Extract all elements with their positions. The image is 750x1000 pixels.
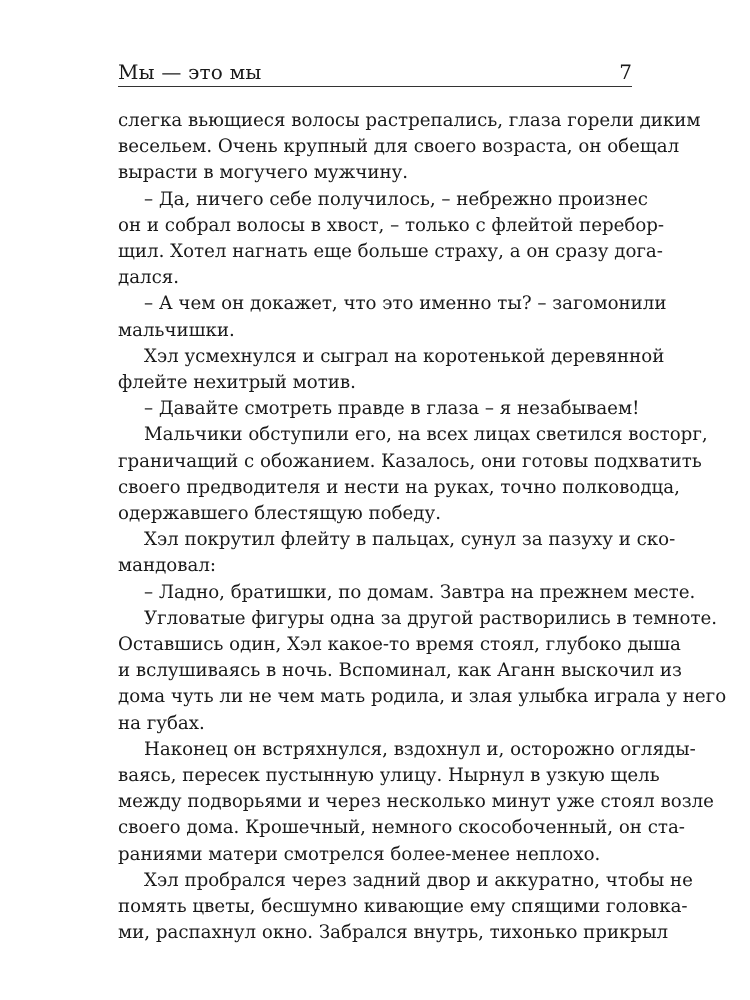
text-line: своего дома. Крошечный, немного скособоченный, он ста-: [118, 817, 685, 839]
text-line: – Да, ничего себе получилось, – небрежно произнес: [144, 188, 648, 210]
text-line: одержавшего блестящую победу.: [118, 503, 441, 525]
text-line: ми, распахнул окно. Забрался внутрь, тихонько прикрыл: [118, 922, 669, 944]
text-line: – А чем он докажет, что это именно ты? – загомонили: [144, 293, 667, 315]
text-line: щил. Хотел нагнать еще больше страху, а он сразу дога-: [118, 241, 663, 263]
text-line: Хэл усмехнулся и сыграл на коротенькой деревянной: [144, 345, 665, 367]
text-line: между подворьями и через несколько минут уже стоял возле: [118, 791, 714, 813]
text-line: мандовал:: [118, 555, 217, 577]
text-line: мальчишки.: [118, 319, 235, 341]
text-line: флейте нехитрый мотив.: [118, 372, 356, 394]
text-line: граничащий с обожанием. Казалось, они готовы подхватить: [118, 450, 702, 472]
body-text: [118, 108, 727, 947]
running-head: Мы — это мы: [118, 60, 262, 84]
text-line: он и собрал волосы в хвост, – только с флейтой перебор-: [118, 214, 665, 236]
text-line: весельем. Очень крупный для своего возраста, он обещал: [118, 136, 680, 158]
text-line: своего предводителя и нести на руках, точно полководца,: [118, 476, 680, 498]
text-line: Наконец он встряхнулся, вздохнул и, осторожно огляды-: [144, 738, 696, 760]
text-line: слегка вьющиеся волосы растрепались, глаза горели диким: [118, 110, 701, 131]
page-header: [118, 58, 632, 87]
text-line: Мальчики обступили его, на всех лицах светился восторг,: [144, 424, 708, 446]
text-line: помять цветы, бесшумно кивающие ему спящими головка-: [118, 896, 688, 918]
text-line: вырасти в могучего мужчину.: [118, 162, 409, 184]
text-line: раниями матери смотрелся более-менее неплохо.: [118, 843, 601, 865]
text-line: Хэл покрутил флейту в пальцах, сунул за пазуху и ско-: [144, 529, 676, 551]
text-line: Хэл пробрался через задний двор и аккуратно, чтобы не: [144, 869, 693, 891]
text-line: Угловатые фигуры одна за другой растворились в темноте.: [144, 607, 718, 629]
text-line: и вслушиваясь в ночь. Вспоминал, как Аганн выскочил из: [118, 660, 682, 682]
page-number: 7: [619, 60, 632, 84]
text-line: на губах.: [118, 712, 205, 734]
text-line: ваясь, пересек пустынную улицу. Нырнул в узкую щель: [118, 765, 660, 787]
text-line: – Давайте смотреть правде в глаза – я незабываем!: [144, 398, 640, 420]
text-line: дома чуть ли не чем мать родила, и злая улыбка играла у него: [118, 686, 727, 708]
text-line: – Ладно, братишки, по домам. Завтра на прежнем месте.: [144, 581, 696, 603]
text-line: дался.: [118, 267, 180, 289]
text-line: Оставшись один, Хэл какое-то время стоял, глубоко дыша: [118, 634, 681, 656]
